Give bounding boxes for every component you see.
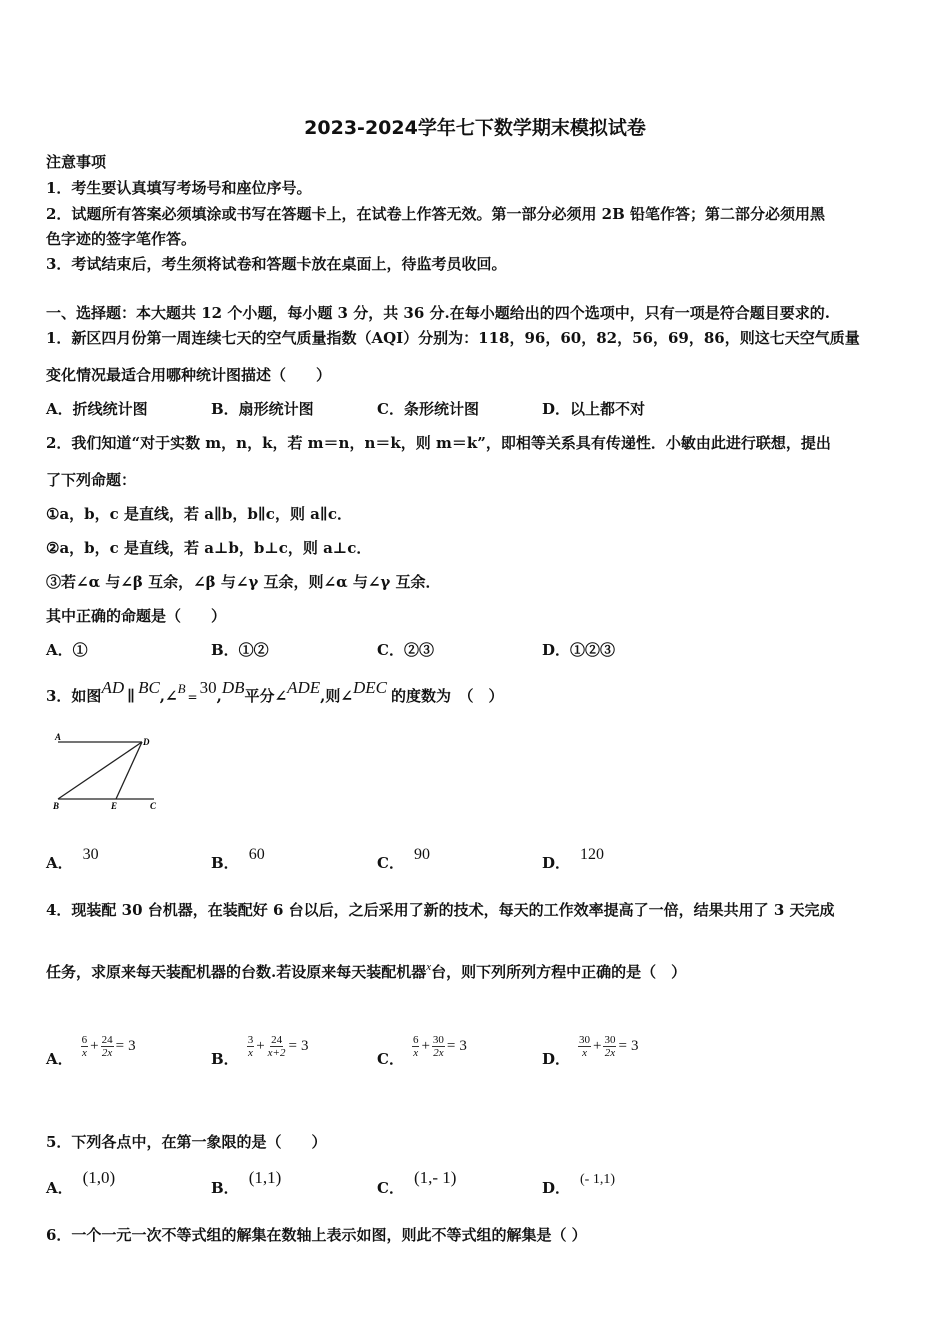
q4-c-plus: +	[421, 1038, 430, 1055]
q3-stem	[46, 678, 504, 706]
q3-dec: DEC	[352, 678, 387, 697]
q4-option-a-equation	[81, 1034, 138, 1059]
q4-a-frac-1	[81, 1034, 89, 1059]
q3-comma: ,	[216, 687, 222, 705]
q1-stem-line-2: 变化情况最适合用哪种统计图描述（ ）	[46, 366, 332, 384]
q4-a-rhs: 3	[128, 1038, 136, 1055]
q4-x: x	[426, 961, 432, 973]
q3-b: B	[177, 681, 186, 696]
q3-option-a-label: A．	[46, 854, 73, 872]
q6-stem: 6．一个一元一次不等式组的解集在数轴上表示如图，则此不等式组的解集是（ ）	[46, 1226, 587, 1244]
q4-line-2b: 台，则下列所列方程中正确的是（ ）	[431, 963, 687, 981]
notice-line-3: 色字迹的签字笔作答。	[46, 230, 197, 248]
q4-c-frac-1	[412, 1034, 420, 1059]
q3-eq: =	[187, 690, 198, 704]
q4-option-a	[46, 1034, 138, 1073]
notice-line-2: 2．试题所有答案必须填涂或书写在答题卡上，在试卷上作答无效。第一部分必须用 2B 铅笔作答；第二部分必须用黑	[46, 205, 826, 223]
q4-c-frac-2	[432, 1034, 445, 1059]
q4-d-den-1: x	[582, 1047, 587, 1060]
q3-option-a	[46, 846, 99, 873]
notice-line-1: 1．考生要认真填写考场号和座位序号。	[46, 179, 312, 197]
q3-option-c	[377, 846, 430, 873]
q3-label-b: B	[53, 801, 60, 811]
q5-option-d-label: D．	[542, 1179, 571, 1197]
q3-bc: BC	[138, 678, 160, 697]
q4-line-2a: 任务，求原来每天装配机器的台数.若设原来每天装配机器	[46, 963, 427, 981]
q4-a-num-1: 6	[81, 1034, 88, 1047]
q2-proposition-3: ③若∠α 与∠β 互余，∠β 与∠γ 互余，则∠α 与∠γ 互余．	[46, 573, 441, 591]
q3-option-c-value: 90	[413, 846, 430, 863]
q3-ad: AD	[101, 678, 125, 697]
section-heading: 一、选择题：本大题共 12 个小题，每小题 3 分，共 36 分.在每小题给出的四个选项中，只有一项是符合题目要求的.	[46, 304, 830, 322]
q4-a-den-1: x	[81, 1047, 87, 1060]
q4-b-den-2: x+2	[267, 1047, 286, 1060]
q3-option-d-value: 120	[580, 846, 605, 863]
q5-option-b	[211, 1168, 282, 1198]
q4-option-c-label: C．	[377, 1050, 404, 1068]
q5-option-b-label: B．	[211, 1179, 239, 1197]
page-title: 2023-2024学年七下数学期末模拟试卷	[304, 117, 646, 139]
q4-stem-line-1: 4．现装配 30 台机器，在装配好 6 台以后，之后采用了新的技术，每天的工作效率提高了一倍，结果共用了 3 天完成	[46, 901, 835, 919]
q5-option-c-value: (1,- 1)	[413, 1168, 457, 1187]
notice-line-4: 3．考试结束后，考生须将试卷和答题卡放在桌面上，待监考员收回。	[46, 255, 507, 273]
q5-option-d-value: (- 1,1)	[580, 1172, 616, 1187]
q4-option-b	[211, 1034, 310, 1073]
q4-a-equals: =	[115, 1038, 125, 1055]
q4-option-d-label: D．	[542, 1050, 571, 1068]
q5-stem: 5．下列各点中，在第一象限的是（ ）	[46, 1133, 327, 1151]
q4-b-frac-1	[247, 1034, 255, 1059]
q3-option-d	[542, 846, 605, 873]
q3-option-b-value: 60	[248, 846, 265, 863]
q4-b-num-2: 24	[271, 1034, 283, 1047]
q3-label-c: C	[150, 801, 157, 811]
q4-c-rhs: 3	[459, 1038, 467, 1055]
q4-c-den-2: 2x	[433, 1047, 444, 1060]
q3-option-c-label: C．	[377, 854, 404, 872]
q5-option-c-label: C．	[377, 1179, 404, 1197]
q2-option-a: A．①	[46, 641, 88, 659]
q2-option-c: C．②③	[377, 641, 434, 659]
q4-option-b-label: B．	[211, 1050, 239, 1068]
q5-option-a-value: (1,0)	[82, 1168, 116, 1187]
q3-comma-angle: ,∠	[159, 687, 178, 705]
q4-option-b-equation	[247, 1034, 311, 1059]
q3-v30: 30	[199, 678, 217, 697]
q4-c-equals: =	[446, 1038, 456, 1055]
q4-option-c-equation	[412, 1034, 469, 1059]
q1-option-d: D．以上都不对	[542, 400, 646, 418]
q3-parallel: ∥	[127, 687, 136, 705]
q4-c-num-2: 30	[432, 1034, 444, 1047]
q4-stem-line-2	[46, 961, 686, 982]
q4-b-rhs: 3	[300, 1038, 309, 1055]
q5-option-b-value: (1,1)	[248, 1168, 282, 1187]
q3-option-a-value: 30	[82, 846, 99, 863]
q4-d-num-1: 30	[579, 1034, 591, 1047]
q4-option-d	[542, 1034, 640, 1073]
q2-option-d: D．①②③	[542, 641, 616, 659]
q3-ade: ADE	[287, 678, 321, 697]
q4-c-den-1: x	[413, 1047, 419, 1060]
q4-d-equals: =	[618, 1038, 627, 1055]
q1-option-b: B．扇形统计图	[211, 400, 314, 418]
q2-option-b: B．①②	[211, 641, 269, 659]
q4-a-frac-2	[101, 1034, 114, 1059]
q3-label-a: A	[55, 732, 62, 742]
q5-option-a	[46, 1168, 116, 1198]
q5-option-d	[542, 1172, 616, 1198]
q4-d-rhs: 3	[630, 1038, 639, 1055]
q1-option-c: C．条形统计图	[377, 400, 479, 418]
q3-prefix: 3．如图	[46, 687, 102, 705]
q1-stem-line-1: 1．新区四月份第一周连续七天的空气质量指数（AQI）分别为：118，96，60，82，56，69，86，则这七天空气质量	[46, 329, 860, 347]
q3-then: ,则∠	[320, 687, 353, 705]
q4-b-plus: +	[256, 1038, 265, 1055]
q2-proposition-1: ①a，b，c 是直线，若 a∥b，b∥c，则 a∥c．	[46, 505, 352, 523]
q4-b-equals: =	[288, 1038, 297, 1055]
q4-d-frac-1	[578, 1034, 591, 1059]
q2-stem-line-2: 了下列命题：	[46, 471, 137, 489]
q4-c-num-1: 6	[412, 1034, 419, 1047]
notice-heading: 注意事项	[46, 153, 107, 171]
q3-option-b	[211, 846, 265, 873]
q4-option-d-equation	[578, 1034, 640, 1059]
q3-bisects: 平分∠	[244, 687, 288, 705]
q2-stem-line-1: 2．我们知道“对于实数 m，n，k，若 m＝n，n＝k，则 m＝k”，即相等关系具有传递性．小敏由此进行联想，提出	[46, 434, 831, 452]
q5-option-a-label: A．	[46, 1179, 73, 1197]
q3-label-e: E	[111, 801, 118, 811]
q5-option-c	[377, 1168, 457, 1198]
q3-figure	[50, 732, 165, 812]
q2-proposition-2: ②a，b，c 是直线，若 a⊥b，b⊥c，则 a⊥c．	[46, 539, 372, 557]
q4-a-num-2: 24	[101, 1034, 113, 1047]
q2-ask: 其中正确的命题是（ ）	[46, 607, 227, 625]
q4-d-den-2: 2x	[604, 1047, 616, 1060]
q3-suffix: 的度数为 （ ）	[390, 687, 504, 705]
q4-option-a-label: A．	[46, 1050, 73, 1068]
q4-a-den-2: 2x	[101, 1047, 113, 1060]
q3-option-d-label: D．	[542, 854, 571, 872]
q3-db: DB	[221, 678, 245, 697]
q4-option-c	[377, 1034, 469, 1073]
q1-option-a: A．折线统计图	[46, 400, 148, 418]
q4-b-frac-2	[267, 1034, 287, 1059]
q4-d-frac-2	[603, 1034, 616, 1059]
q4-b-num-1: 3	[247, 1034, 254, 1047]
q4-a-plus: +	[90, 1038, 99, 1055]
q3-option-b-label: B．	[211, 854, 239, 872]
q4-d-plus: +	[593, 1038, 602, 1055]
q4-b-den-1: x	[247, 1047, 253, 1060]
q3-label-d: D	[143, 737, 150, 747]
q4-d-num-2: 30	[604, 1034, 616, 1047]
